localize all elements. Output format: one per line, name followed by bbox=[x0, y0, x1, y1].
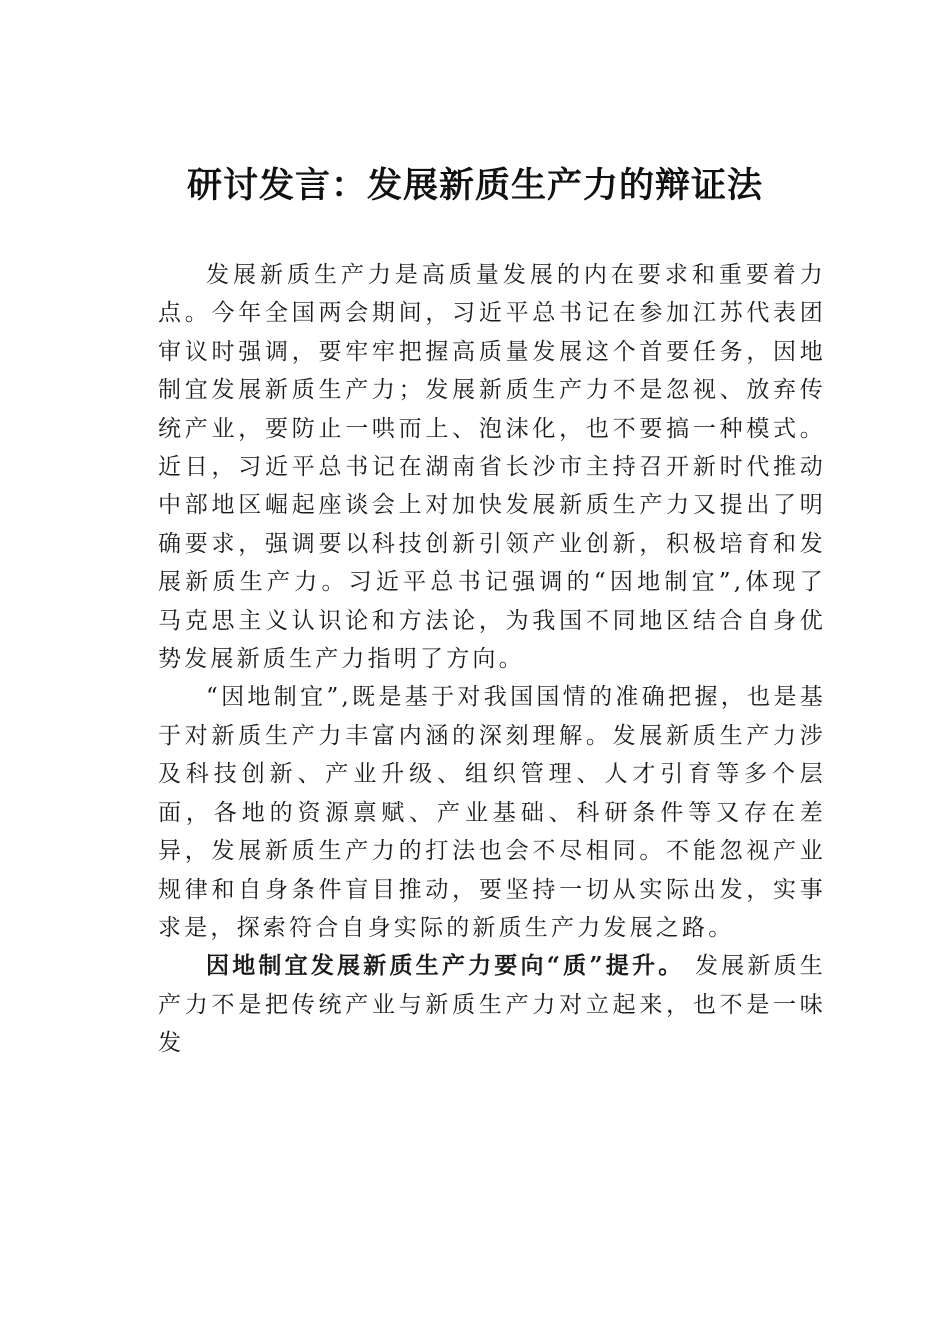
paragraph-1-text: 发展新质生产力是高质量发展的内在要求和重要着力点。今年全国两会期间，习近平总书记在参加江苏代表团审议时强调，要牢牢把握高质量发展这个首要任务，因地制宜发展新质生产力；发展新质生产力不是忽视、放弃传统产业，要防止一哄而上、泡沫化，也不要搞一种模式。近日，习近平总书记在湖南省长沙市主持召开新时代推动中部地区崛起座谈会上对加快发展新质生产力又提出了明确要求，强调要以科技创新引领产业创新，积极培育和发展新质生产力。习近平总书记强调的“因地制宜”,体现了马克思主义认识论和方法论，为我国不同地区结合自身优势发展新质生产力指明了方向。 bbox=[158, 262, 826, 673]
paragraph-2-text: “因地制宜”,既是基于对我国国情的准确把握，也是基于对新质生产力丰富内涵的深刻理解。发展新质生产力涉及科技创新、产业升级、组织管理、人才引育等多个层面，各地的资源禀赋、产业基础、科研条件等又存在差异，发展新质生产力的打法也会不尽相同。不能忽视产业规律和自身条件盲目推动，要坚持一切从实际出发，实事求是，探索符合自身实际的新质生产力发展之路。 bbox=[158, 684, 826, 941]
document-body bbox=[158, 256, 826, 1063]
paragraph-3-text: 发展新质生产力不是把传统产业与新质生产力对立起来，也不是一味发 bbox=[158, 953, 827, 1057]
paragraph-1 bbox=[158, 256, 826, 678]
paragraph-3-lead: 因地制宜发展新质生产力要向“质”提升。 bbox=[206, 952, 685, 980]
paragraph-3 bbox=[158, 947, 826, 1062]
document-title: 研讨发言：发展新质生产力的辩证法 bbox=[186, 165, 763, 206]
paragraph-2 bbox=[158, 678, 826, 947]
